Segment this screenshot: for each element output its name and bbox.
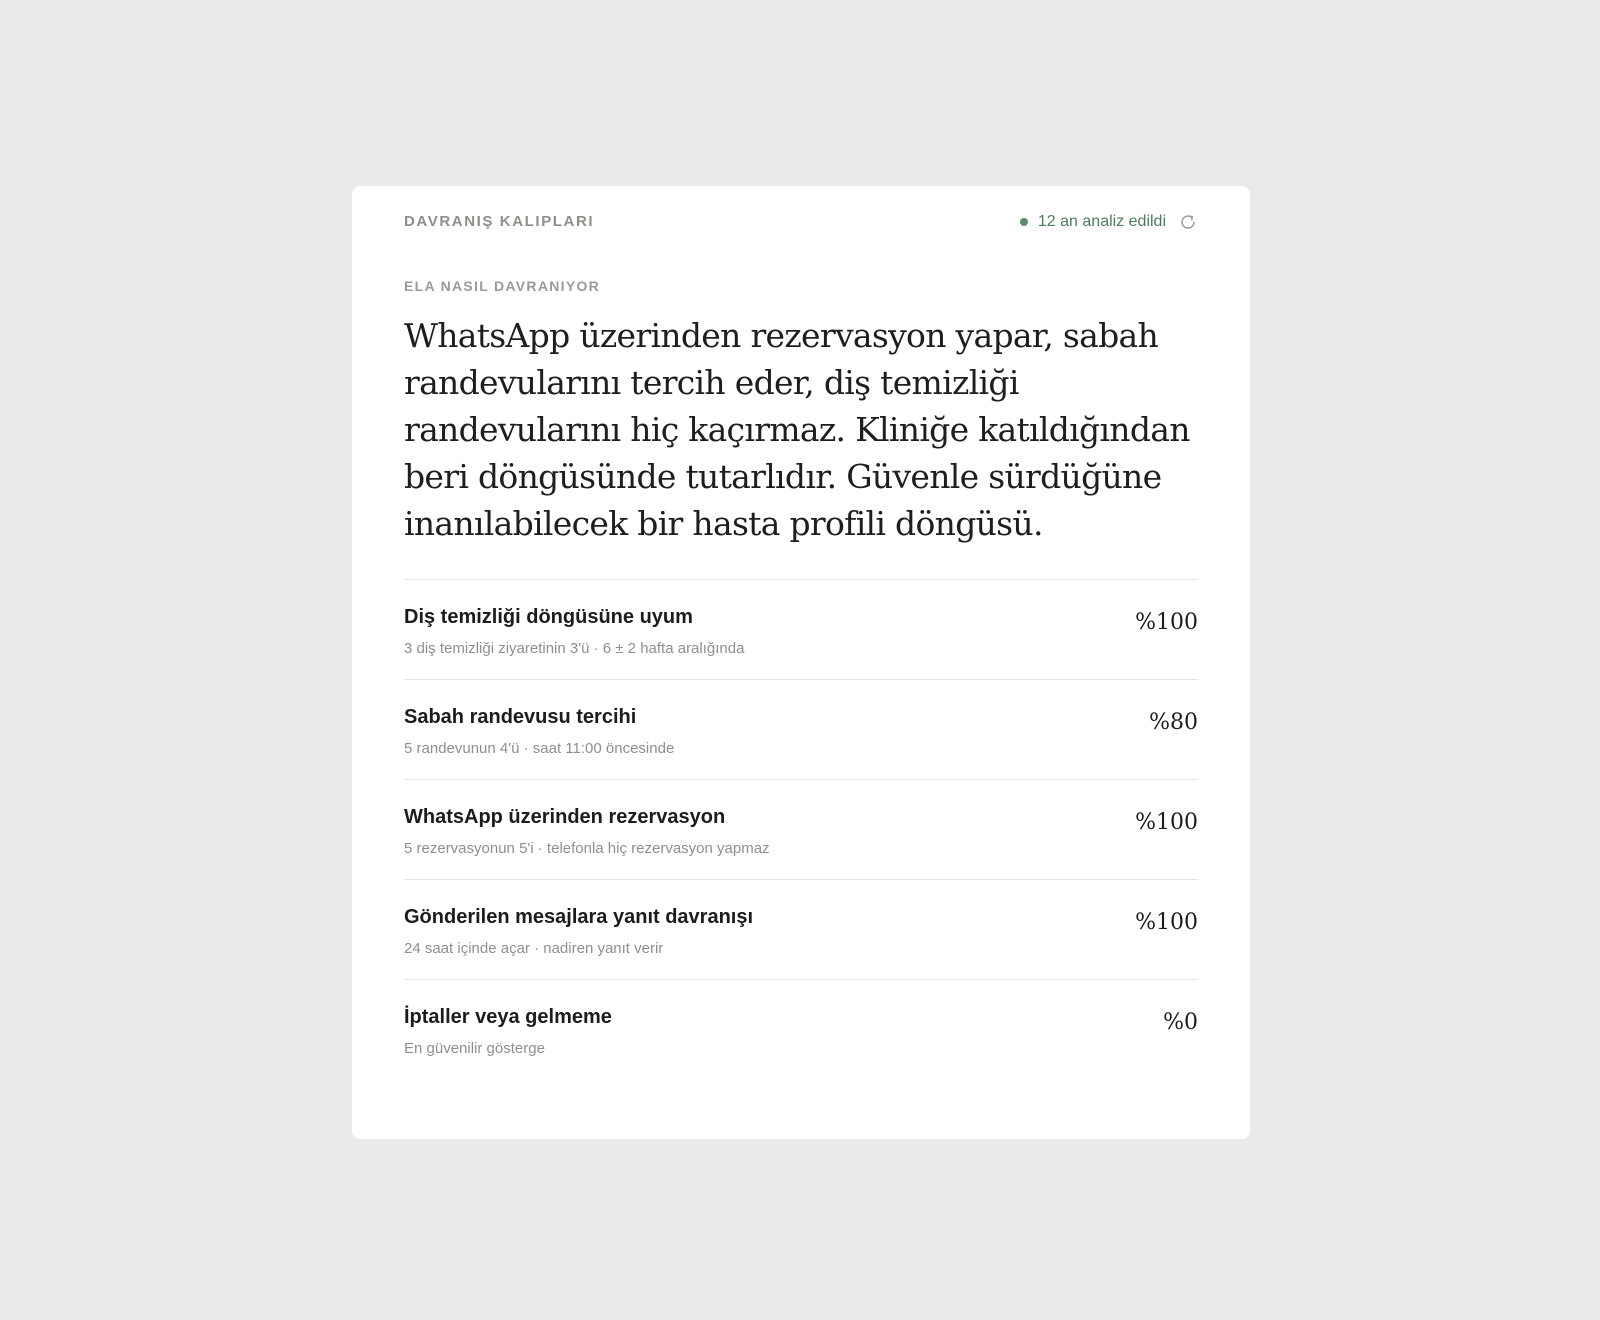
metric-row	[404, 879, 1198, 979]
analysis-status	[1020, 212, 1198, 232]
metric-title: İptaller veya gelmeme	[404, 1006, 612, 1028]
section-title: DAVRANIŞ KALIPLARI	[404, 213, 595, 230]
metric-value: %80	[1149, 710, 1198, 735]
metric-subtitle: 24 saat içinde açar · nadiren yanıt verir	[404, 940, 664, 957]
status-dot-icon	[1020, 218, 1028, 226]
behavior-summary: WhatsApp üzerinden rezervasyon yapar, sabah randevularını tercih eder, diş temizliği randevularını hiç kaçırmaz. Kliniğe katıldığından beri döngüsünde tutarlıdır. Güvenle sürdüğüne inanılabilecek bir hasta profili döngüsü.	[404, 316, 1190, 543]
refresh-icon[interactable]	[1178, 212, 1198, 232]
metric-subtitle: 5 randevunun 4'ü · saat 11:00 öncesinde	[404, 740, 675, 757]
metric-row	[404, 779, 1198, 879]
card-header	[404, 186, 1198, 278]
metric-subtitle: 5 rezervasyonun 5'i · telefonla hiç rezervasyon yapmaz	[404, 840, 770, 857]
metric-title: WhatsApp üzerinden rezervasyon	[404, 806, 726, 828]
metric-subtitle: 3 diş temizliği ziyaretinin 3'ü · 6 ± 2 hafta aralığında	[404, 640, 745, 657]
metric-value: %100	[1135, 610, 1198, 635]
metric-title: Sabah randevusu tercihi	[404, 706, 637, 728]
analysis-status-text: 12 an analiz edildi	[1037, 213, 1166, 230]
metric-value: %0	[1163, 1010, 1198, 1035]
metric-list	[404, 579, 1198, 1079]
metric-value: %100	[1135, 910, 1198, 935]
metric-row	[404, 979, 1198, 1079]
metric-value: %100	[1135, 810, 1198, 835]
metric-subtitle: En güvenilir gösterge	[404, 1040, 545, 1057]
summary-eyebrow: ELA NASIL DAVRANIYOR	[404, 278, 601, 294]
behavior-patterns-card	[352, 186, 1250, 1139]
metric-title: Gönderilen mesajlara yanıt davranışı	[404, 906, 754, 928]
metric-row	[404, 679, 1198, 779]
metric-row	[404, 579, 1198, 679]
metric-title: Diş temizliği döngüsüne uyum	[404, 606, 693, 628]
